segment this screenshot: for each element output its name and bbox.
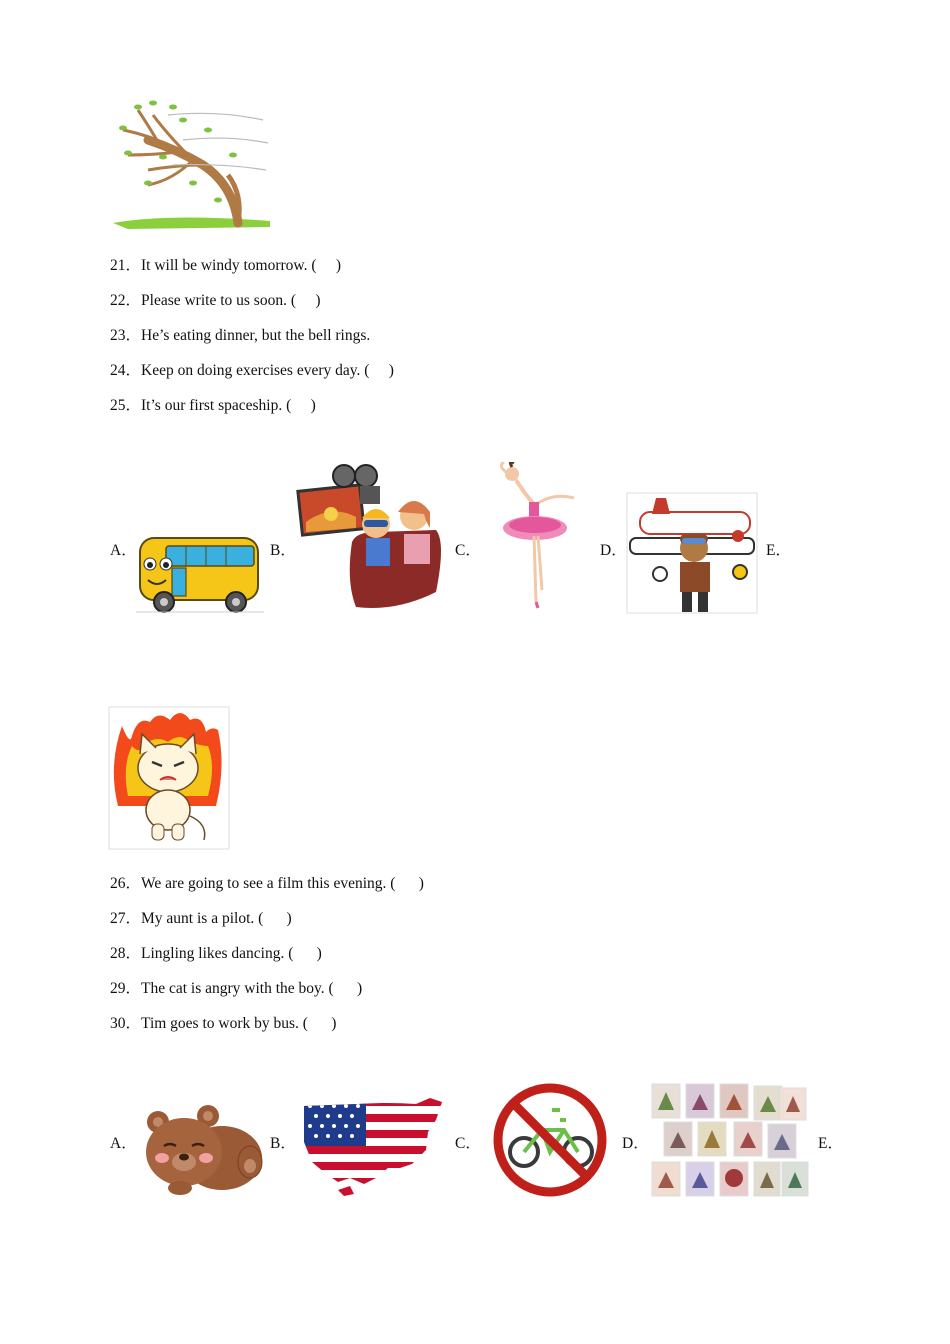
option-label-e: E．	[818, 1135, 843, 1152]
angry-cat-icon	[108, 706, 230, 850]
question-26: 26．We are going to see a film this evening. ( )	[110, 875, 424, 892]
cinema-icon	[296, 462, 448, 614]
windy-tree-icon	[108, 95, 273, 230]
option-label-b: B．	[270, 1135, 296, 1152]
question-23: 23．He’s eating dinner, but the bell rings.	[110, 327, 371, 344]
option-label-a: A．	[110, 1135, 137, 1152]
question-21: 21．It will be windy tomorrow. ( )	[110, 257, 342, 274]
question-25: 25．It’s our first spaceship. ( )	[110, 397, 316, 414]
stamps-icon	[650, 1082, 810, 1200]
option-label-c: C．	[455, 1135, 481, 1152]
question-27: 27．My aunt is a pilot. ( )	[110, 910, 292, 927]
sleeping-bear-icon	[140, 1100, 266, 1198]
question-28: 28．Lingling likes dancing. ( )	[110, 945, 322, 962]
no-bicycle-icon	[490, 1080, 610, 1200]
question-29: 29．The cat is angry with the boy. ( )	[110, 980, 363, 997]
option-label-e: E．	[766, 542, 791, 559]
question-22: 22．Please write to us soon. ( )	[110, 292, 321, 309]
option-label-b: B．	[270, 542, 296, 559]
option-label-d: D．	[622, 1135, 649, 1152]
usa-flag-map-icon	[298, 1094, 446, 1198]
option-label-a: A．	[110, 542, 137, 559]
ballerina-icon	[492, 462, 582, 610]
option-label-d: D．	[600, 542, 627, 559]
question-30: 30．Tim goes to work by bus. ( )	[110, 1015, 337, 1032]
option-label-c: C．	[455, 542, 481, 559]
question-24: 24．Keep on doing exercises every day. ( )	[110, 362, 394, 379]
school-bus-icon	[136, 530, 264, 614]
pilot-icon	[626, 492, 758, 614]
